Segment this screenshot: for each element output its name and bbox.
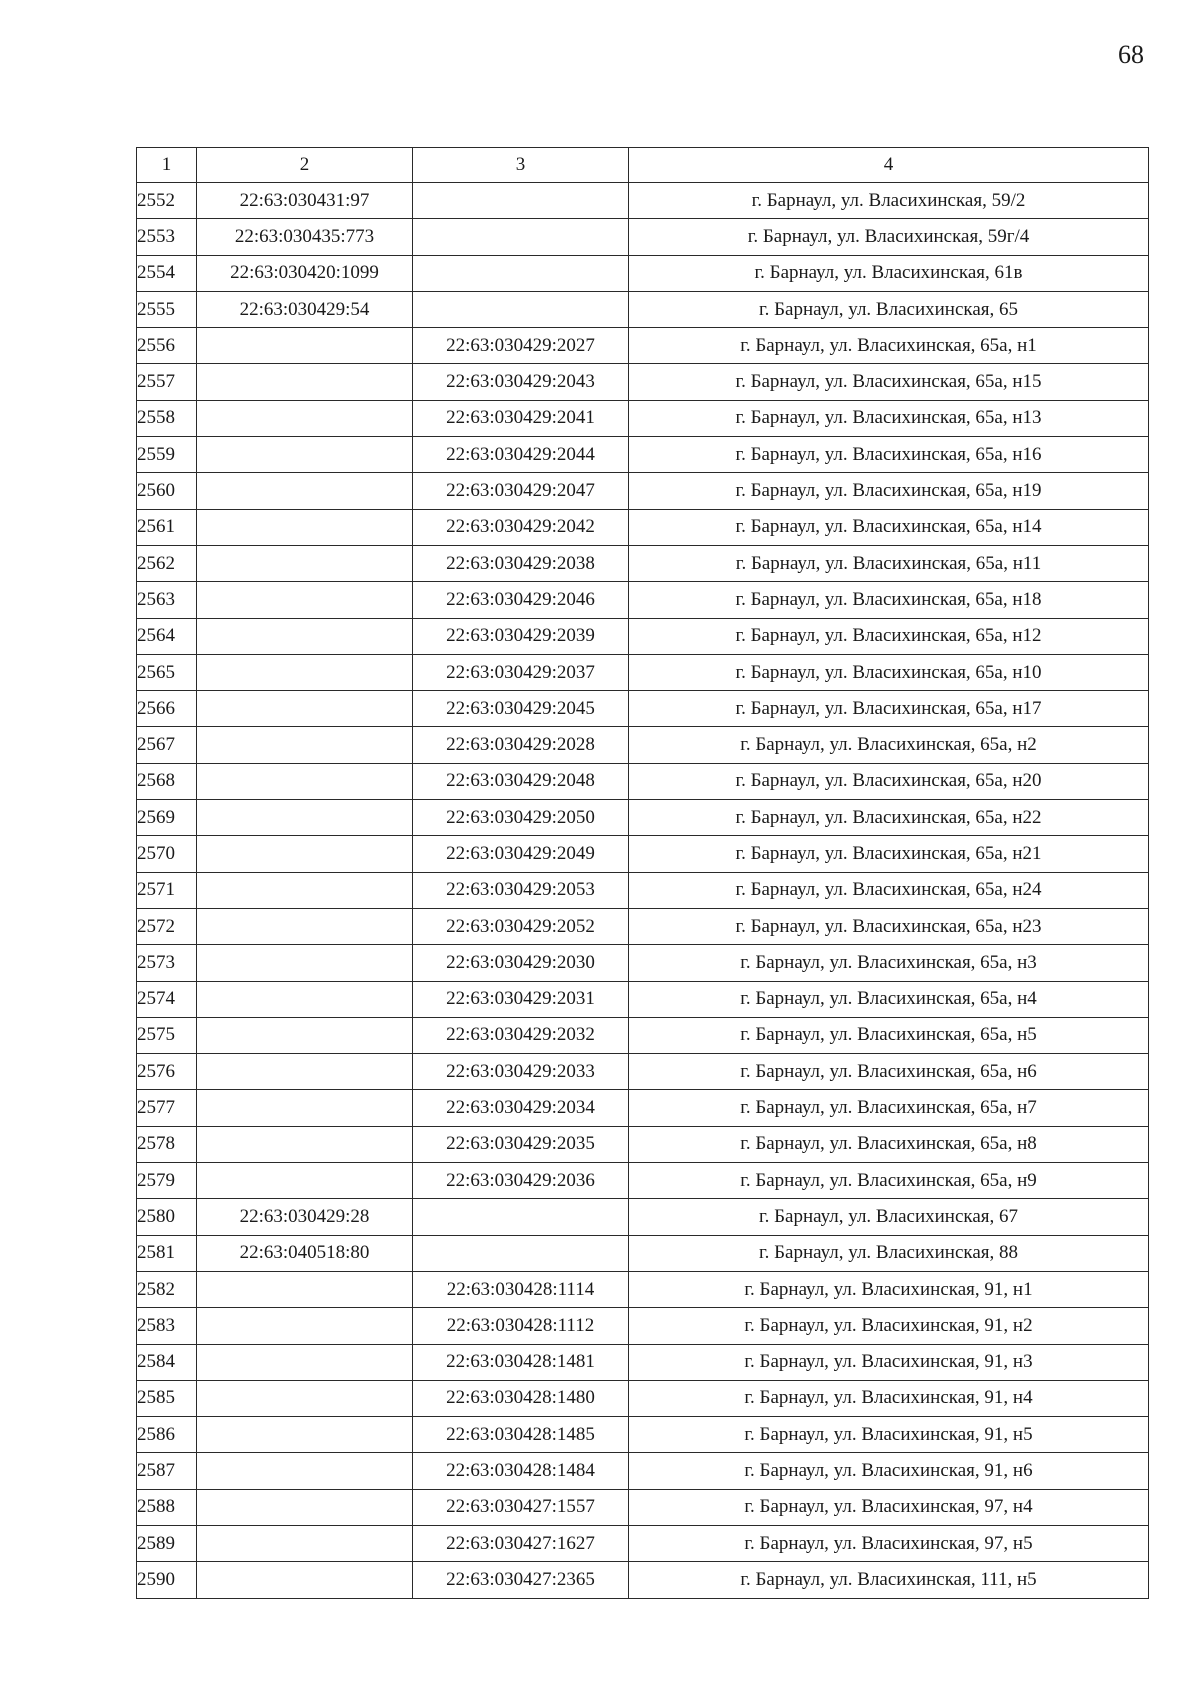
- address-cell: г. Барнаул, ул. Власихинская, 65а, н19: [629, 473, 1149, 509]
- land-cadastral-cell: [197, 800, 413, 836]
- land-cadastral-cell: [197, 1163, 413, 1199]
- premises-cadastral-cell: 22:63:030429:2033: [413, 1054, 629, 1090]
- premises-cadastral-cell: 22:63:030429:2035: [413, 1126, 629, 1162]
- premises-cadastral-cell: 22:63:030429:2052: [413, 908, 629, 944]
- land-cadastral-cell: [197, 473, 413, 509]
- table-row: [137, 1489, 1149, 1525]
- row-number-cell: 2587: [137, 1453, 197, 1489]
- table-row: [137, 1525, 1149, 1561]
- address-cell: г. Барнаул, ул. Власихинская, 61в: [629, 255, 1149, 291]
- row-number-cell: 2581: [137, 1235, 197, 1271]
- premises-cadastral-cell: 22:63:030429:2036: [413, 1163, 629, 1199]
- premises-cadastral-cell: 22:63:030427:2365: [413, 1562, 629, 1598]
- premises-cadastral-cell: 22:63:030429:2050: [413, 800, 629, 836]
- land-cadastral-cell: [197, 836, 413, 872]
- row-number-cell: 2556: [137, 328, 197, 364]
- header-row: [137, 148, 1149, 183]
- address-cell: г. Барнаул, ул. Власихинская, 65а, н6: [629, 1054, 1149, 1090]
- land-cadastral-cell: [197, 945, 413, 981]
- address-cell: г. Барнаул, ул. Власихинская, 65а, н12: [629, 618, 1149, 654]
- address-cell: г. Барнаул, ул. Власихинская, 65: [629, 291, 1149, 327]
- row-number-cell: 2586: [137, 1417, 197, 1453]
- row-number-cell: 2576: [137, 1054, 197, 1090]
- premises-cadastral-cell: 22:63:030429:2048: [413, 763, 629, 799]
- row-number-cell: 2557: [137, 364, 197, 400]
- premises-cadastral-cell: 22:63:030428:1485: [413, 1417, 629, 1453]
- row-number-cell: 2572: [137, 908, 197, 944]
- land-cadastral-cell: [197, 654, 413, 690]
- premises-cadastral-cell: 22:63:030429:2044: [413, 437, 629, 473]
- land-cadastral-cell: [197, 400, 413, 436]
- address-cell: г. Барнаул, ул. Власихинская, 65а, н16: [629, 437, 1149, 473]
- premises-cadastral-cell: 22:63:030429:2034: [413, 1090, 629, 1126]
- land-cadastral-cell: 22:63:030429:54: [197, 291, 413, 327]
- table-row: [137, 1271, 1149, 1307]
- address-cell: г. Барнаул, ул. Власихинская, 65а, н10: [629, 654, 1149, 690]
- address-cell: г. Барнаул, ул. Власихинская, 67: [629, 1199, 1149, 1235]
- table-row: [137, 1017, 1149, 1053]
- land-cadastral-cell: 22:63:030420:1099: [197, 255, 413, 291]
- land-cadastral-cell: [197, 1380, 413, 1416]
- premises-cadastral-cell: 22:63:030428:1114: [413, 1271, 629, 1307]
- address-cell: г. Барнаул, ул. Власихинская, 65а, н24: [629, 872, 1149, 908]
- table-row: [137, 400, 1149, 436]
- address-cell: г. Барнаул, ул. Власихинская, 65а, н22: [629, 800, 1149, 836]
- row-number-cell: 2560: [137, 473, 197, 509]
- table-row: [137, 437, 1149, 473]
- address-cell: г. Барнаул, ул. Власихинская, 65а, н3: [629, 945, 1149, 981]
- table-row: [137, 908, 1149, 944]
- land-cadastral-cell: [197, 1271, 413, 1307]
- land-cadastral-cell: [197, 1344, 413, 1380]
- land-cadastral-cell: 22:63:030429:28: [197, 1199, 413, 1235]
- registry-table: [136, 147, 1149, 1599]
- land-cadastral-cell: [197, 1090, 413, 1126]
- address-cell: г. Барнаул, ул. Власихинская, 91, н2: [629, 1308, 1149, 1344]
- address-cell: г. Барнаул, ул. Власихинская, 97, н5: [629, 1525, 1149, 1561]
- premises-cadastral-cell: 22:63:030429:2042: [413, 509, 629, 545]
- table-row: [137, 183, 1149, 219]
- row-number-cell: 2564: [137, 618, 197, 654]
- premises-cadastral-cell: 22:63:030429:2031: [413, 981, 629, 1017]
- premises-cadastral-cell: 22:63:030429:2046: [413, 582, 629, 618]
- table-row: [137, 1090, 1149, 1126]
- row-number-cell: 2555: [137, 291, 197, 327]
- premises-cadastral-cell: 22:63:030428:1484: [413, 1453, 629, 1489]
- address-cell: г. Барнаул, ул. Власихинская, 91, н4: [629, 1380, 1149, 1416]
- table-row: [137, 1199, 1149, 1235]
- table-row: [137, 1126, 1149, 1162]
- table-row: [137, 364, 1149, 400]
- header-col-3: 3: [413, 148, 629, 183]
- premises-cadastral-cell: 22:63:030429:2038: [413, 545, 629, 581]
- table-row: [137, 1380, 1149, 1416]
- premises-cadastral-cell: 22:63:030429:2039: [413, 618, 629, 654]
- address-cell: г. Барнаул, ул. Власихинская, 65а, н23: [629, 908, 1149, 944]
- table-row: [137, 1453, 1149, 1489]
- row-number-cell: 2580: [137, 1199, 197, 1235]
- land-cadastral-cell: [197, 328, 413, 364]
- premises-cadastral-cell: 22:63:030429:2041: [413, 400, 629, 436]
- row-number-cell: 2574: [137, 981, 197, 1017]
- row-number-cell: 2553: [137, 219, 197, 255]
- table-row: [137, 1308, 1149, 1344]
- table-row: [137, 545, 1149, 581]
- table-row: [137, 219, 1149, 255]
- premises-cadastral-cell: [413, 291, 629, 327]
- address-cell: г. Барнаул, ул. Власихинская, 65а, н2: [629, 727, 1149, 763]
- table-body: [137, 183, 1149, 1599]
- row-number-cell: 2573: [137, 945, 197, 981]
- premises-cadastral-cell: 22:63:030429:2043: [413, 364, 629, 400]
- row-number-cell: 2578: [137, 1126, 197, 1162]
- row-number-cell: 2583: [137, 1308, 197, 1344]
- land-cadastral-cell: [197, 618, 413, 654]
- premises-cadastral-cell: [413, 219, 629, 255]
- premises-cadastral-cell: [413, 183, 629, 219]
- table-row: [137, 727, 1149, 763]
- address-cell: г. Барнаул, ул. Власихинская, 91, н6: [629, 1453, 1149, 1489]
- header-col-1: 1: [137, 148, 197, 183]
- premises-cadastral-cell: 22:63:030429:2047: [413, 473, 629, 509]
- address-cell: г. Барнаул, ул. Власихинская, 65а, н15: [629, 364, 1149, 400]
- table-row: [137, 582, 1149, 618]
- row-number-cell: 2575: [137, 1017, 197, 1053]
- land-cadastral-cell: [197, 545, 413, 581]
- premises-cadastral-cell: 22:63:030427:1557: [413, 1489, 629, 1525]
- premises-cadastral-cell: 22:63:030429:2032: [413, 1017, 629, 1053]
- table-row: [137, 654, 1149, 690]
- land-cadastral-cell: [197, 1562, 413, 1598]
- table-row: [137, 255, 1149, 291]
- land-cadastral-cell: [197, 691, 413, 727]
- row-number-cell: 2561: [137, 509, 197, 545]
- address-cell: г. Барнаул, ул. Власихинская, 111, н5: [629, 1562, 1149, 1598]
- table-row: [137, 836, 1149, 872]
- land-cadastral-cell: [197, 1126, 413, 1162]
- address-cell: г. Барнаул, ул. Власихинская, 65а, н18: [629, 582, 1149, 618]
- premises-cadastral-cell: 22:63:030428:1481: [413, 1344, 629, 1380]
- table-row: [137, 509, 1149, 545]
- address-cell: г. Барнаул, ул. Власихинская, 65а, н20: [629, 763, 1149, 799]
- land-cadastral-cell: [197, 981, 413, 1017]
- row-number-cell: 2589: [137, 1525, 197, 1561]
- table-row: [137, 1417, 1149, 1453]
- premises-cadastral-cell: 22:63:030429:2027: [413, 328, 629, 364]
- row-number-cell: 2588: [137, 1489, 197, 1525]
- table-header: [137, 148, 1149, 183]
- premises-cadastral-cell: 22:63:030427:1627: [413, 1525, 629, 1561]
- premises-cadastral-cell: 22:63:030429:2030: [413, 945, 629, 981]
- premises-cadastral-cell: 22:63:030429:2053: [413, 872, 629, 908]
- row-number-cell: 2566: [137, 691, 197, 727]
- table-row: [137, 1163, 1149, 1199]
- premises-cadastral-cell: 22:63:030429:2037: [413, 654, 629, 690]
- land-cadastral-cell: [197, 364, 413, 400]
- land-cadastral-cell: 22:63:040518:80: [197, 1235, 413, 1271]
- table-row: [137, 1562, 1149, 1598]
- land-cadastral-cell: [197, 763, 413, 799]
- row-number-cell: 2570: [137, 836, 197, 872]
- land-cadastral-cell: 22:63:030435:773: [197, 219, 413, 255]
- address-cell: г. Барнаул, ул. Власихинская, 65а, н17: [629, 691, 1149, 727]
- address-cell: г. Барнаул, ул. Власихинская, 65а, н9: [629, 1163, 1149, 1199]
- table-row: [137, 291, 1149, 327]
- land-cadastral-cell: [197, 872, 413, 908]
- row-number-cell: 2568: [137, 763, 197, 799]
- row-number-cell: 2552: [137, 183, 197, 219]
- row-number-cell: 2562: [137, 545, 197, 581]
- land-cadastral-cell: [197, 582, 413, 618]
- premises-cadastral-cell: [413, 1235, 629, 1271]
- land-cadastral-cell: [197, 1453, 413, 1489]
- table-row: [137, 763, 1149, 799]
- table-row: [137, 1054, 1149, 1090]
- row-number-cell: 2565: [137, 654, 197, 690]
- land-cadastral-cell: [197, 509, 413, 545]
- row-number-cell: 2571: [137, 872, 197, 908]
- premises-cadastral-cell: 22:63:030428:1112: [413, 1308, 629, 1344]
- table-row: [137, 618, 1149, 654]
- land-cadastral-cell: [197, 437, 413, 473]
- page-number: 68: [1118, 40, 1144, 69]
- row-number-cell: 2590: [137, 1562, 197, 1598]
- row-number-cell: 2577: [137, 1090, 197, 1126]
- row-number-cell: 2558: [137, 400, 197, 436]
- address-cell: г. Барнаул, ул. Власихинская, 91, н3: [629, 1344, 1149, 1380]
- land-cadastral-cell: [197, 908, 413, 944]
- row-number-cell: 2563: [137, 582, 197, 618]
- table-row: [137, 328, 1149, 364]
- premises-cadastral-cell: 22:63:030428:1480: [413, 1380, 629, 1416]
- premises-cadastral-cell: [413, 1199, 629, 1235]
- address-cell: г. Барнаул, ул. Власихинская, 88: [629, 1235, 1149, 1271]
- land-cadastral-cell: [197, 1525, 413, 1561]
- address-cell: г. Барнаул, ул. Власихинская, 65а, н8: [629, 1126, 1149, 1162]
- table-row: [137, 800, 1149, 836]
- address-cell: г. Барнаул, ул. Власихинская, 65а, н4: [629, 981, 1149, 1017]
- address-cell: г. Барнаул, ул. Власихинская, 65а, н21: [629, 836, 1149, 872]
- land-cadastral-cell: [197, 727, 413, 763]
- address-cell: г. Барнаул, ул. Власихинская, 97, н4: [629, 1489, 1149, 1525]
- land-cadastral-cell: [197, 1489, 413, 1525]
- row-number-cell: 2582: [137, 1271, 197, 1307]
- table-row: [137, 981, 1149, 1017]
- table-row: [137, 691, 1149, 727]
- address-cell: г. Барнаул, ул. Власихинская, 91, н1: [629, 1271, 1149, 1307]
- row-number-cell: 2585: [137, 1380, 197, 1416]
- premises-cadastral-cell: 22:63:030429:2028: [413, 727, 629, 763]
- land-cadastral-cell: [197, 1054, 413, 1090]
- address-cell: г. Барнаул, ул. Власихинская, 65а, н14: [629, 509, 1149, 545]
- address-cell: г. Барнаул, ул. Власихинская, 59г/4: [629, 219, 1149, 255]
- premises-cadastral-cell: [413, 255, 629, 291]
- table-row: [137, 1344, 1149, 1380]
- header-col-4: 4: [629, 148, 1149, 183]
- premises-cadastral-cell: 22:63:030429:2049: [413, 836, 629, 872]
- row-number-cell: 2569: [137, 800, 197, 836]
- row-number-cell: 2584: [137, 1344, 197, 1380]
- row-number-cell: 2554: [137, 255, 197, 291]
- land-cadastral-cell: 22:63:030431:97: [197, 183, 413, 219]
- address-cell: г. Барнаул, ул. Власихинская, 91, н5: [629, 1417, 1149, 1453]
- land-cadastral-cell: [197, 1017, 413, 1053]
- address-cell: г. Барнаул, ул. Власихинская, 65а, н7: [629, 1090, 1149, 1126]
- land-cadastral-cell: [197, 1308, 413, 1344]
- address-cell: г. Барнаул, ул. Власихинская, 65а, н11: [629, 545, 1149, 581]
- row-number-cell: 2567: [137, 727, 197, 763]
- premises-cadastral-cell: 22:63:030429:2045: [413, 691, 629, 727]
- row-number-cell: 2559: [137, 437, 197, 473]
- address-cell: г. Барнаул, ул. Власихинская, 65а, н13: [629, 400, 1149, 436]
- land-cadastral-cell: [197, 1417, 413, 1453]
- header-col-2: 2: [197, 148, 413, 183]
- table-row: [137, 872, 1149, 908]
- address-cell: г. Барнаул, ул. Власихинская, 65а, н5: [629, 1017, 1149, 1053]
- address-cell: г. Барнаул, ул. Власихинская, 59/2: [629, 183, 1149, 219]
- row-number-cell: 2579: [137, 1163, 197, 1199]
- table-row: [137, 473, 1149, 509]
- table-row: [137, 1235, 1149, 1271]
- address-cell: г. Барнаул, ул. Власихинская, 65а, н1: [629, 328, 1149, 364]
- table-row: [137, 945, 1149, 981]
